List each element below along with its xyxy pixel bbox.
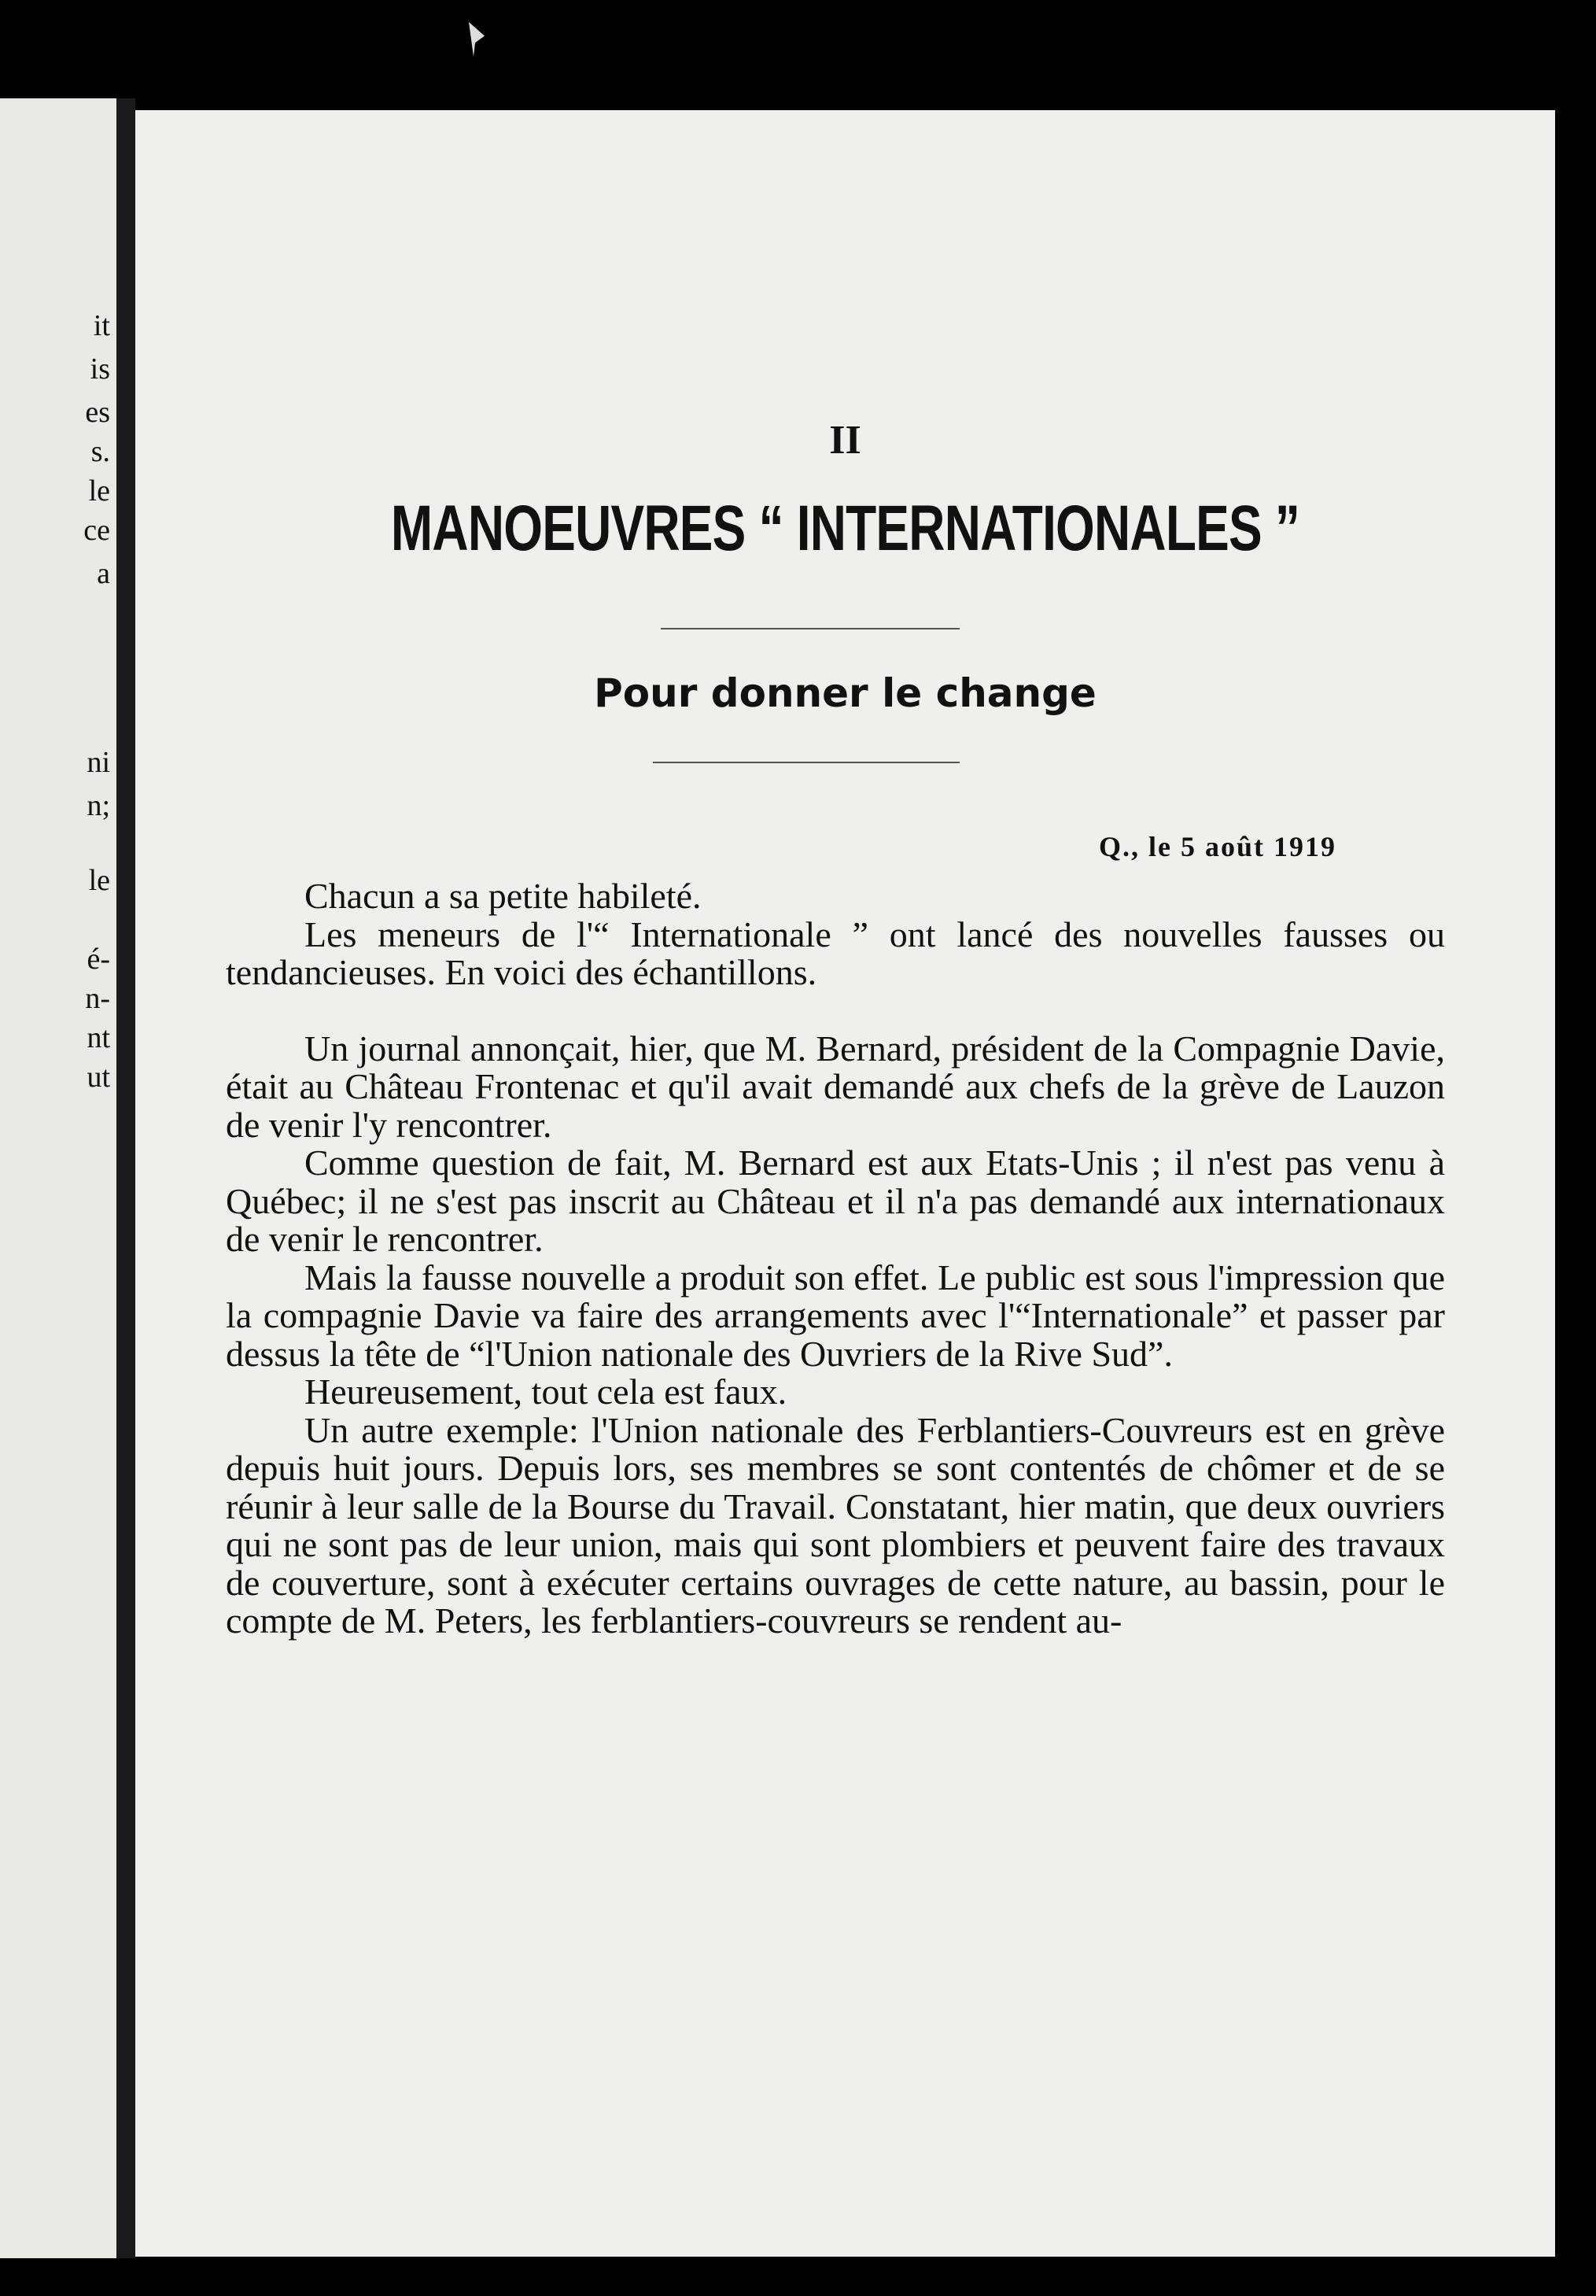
chapter-subtitle: Pour donner le change — [594, 670, 1097, 716]
document-page — [135, 110, 1555, 2257]
paragraph: Un journal annonçait, hier, que M. Bernard, président de la Compagnie Davie, était au Château Frontenac et qu'il avait demandé aux chefs de la grève de Lauzon de venir l'y rencontrer. — [226, 1028, 1445, 1145]
margin-fragment: n; — [87, 789, 110, 822]
margin-fragment: s. — [90, 435, 110, 468]
margin-fragment: nt — [87, 1021, 110, 1054]
paragraph: Un autre exemple: l'Union nationale des Ferblantiers-Couvreurs est en grève depuis huit jours. Depuis lors, ses membres se sont contentés de chômer et de se réunir à leur salle de la Bourse du Travail. Constatant, hier matin, que deux ouvriers qui ne sont pas de leur union, mais qui sont plombiers et peuvent faire des travaux de couverture, sont à exécuter certains ouvrages de cette nature, au bassin, pour le compte de M. Peters, les ferblantiers-couvreurs se rendent au- — [226, 1409, 1445, 1641]
paragraph: Mais la fausse nouvelle a produit son effet. Le public est sous l'impression que la compagnie Davie va faire des arrangements avec l'“Internationale” et passer par dessus la tête de “l'Union nationale des Ouvriers de la Rive Sud”. — [226, 1257, 1445, 1374]
margin-fragment: n- — [85, 982, 110, 1015]
scan-artifact — [469, 22, 485, 57]
adjacent-page-margin — [0, 98, 116, 2258]
dateline: Q., le 5 août 1919 — [1099, 831, 1336, 862]
paragraph: Les meneurs de l'“ Internationale ” ont lancé des nouvelles fausses ou tendancieuses. En voici des échantillons. — [226, 914, 1445, 992]
margin-fragment: le — [88, 864, 110, 897]
chapter-number: II — [829, 418, 861, 463]
article-body — [226, 877, 1445, 1641]
margin-fragment: a — [97, 557, 110, 590]
margin-fragment: le — [88, 474, 110, 508]
margin-fragment: ut — [87, 1061, 110, 1094]
paragraph: Comme question de fait, M. Bernard est aux Etats-Unis ; il n'est pas venu à Québec; il ne s'est pas inscrit au Château et il n'a pas demandé aux internationaux de venir le rencontrer. — [226, 1142, 1445, 1259]
margin-fragment: es — [85, 396, 110, 429]
chapter-title: MANOEUVRES “ INTERNATIONALES ” — [390, 493, 1300, 564]
margin-fragment: it — [93, 309, 110, 342]
margin-fragment: é- — [87, 943, 110, 976]
paragraph: Heureusement, tout cela est faux. — [304, 1371, 787, 1412]
paragraph: Chacun a sa petite habileté. — [304, 876, 702, 916]
margin-fragment: is — [90, 353, 110, 386]
margin-fragment: ni — [87, 746, 110, 779]
book-spine-shadow — [116, 98, 135, 2258]
divider-rule — [661, 628, 960, 629]
margin-fragment: ce — [83, 514, 110, 547]
divider-rule — [653, 762, 960, 763]
